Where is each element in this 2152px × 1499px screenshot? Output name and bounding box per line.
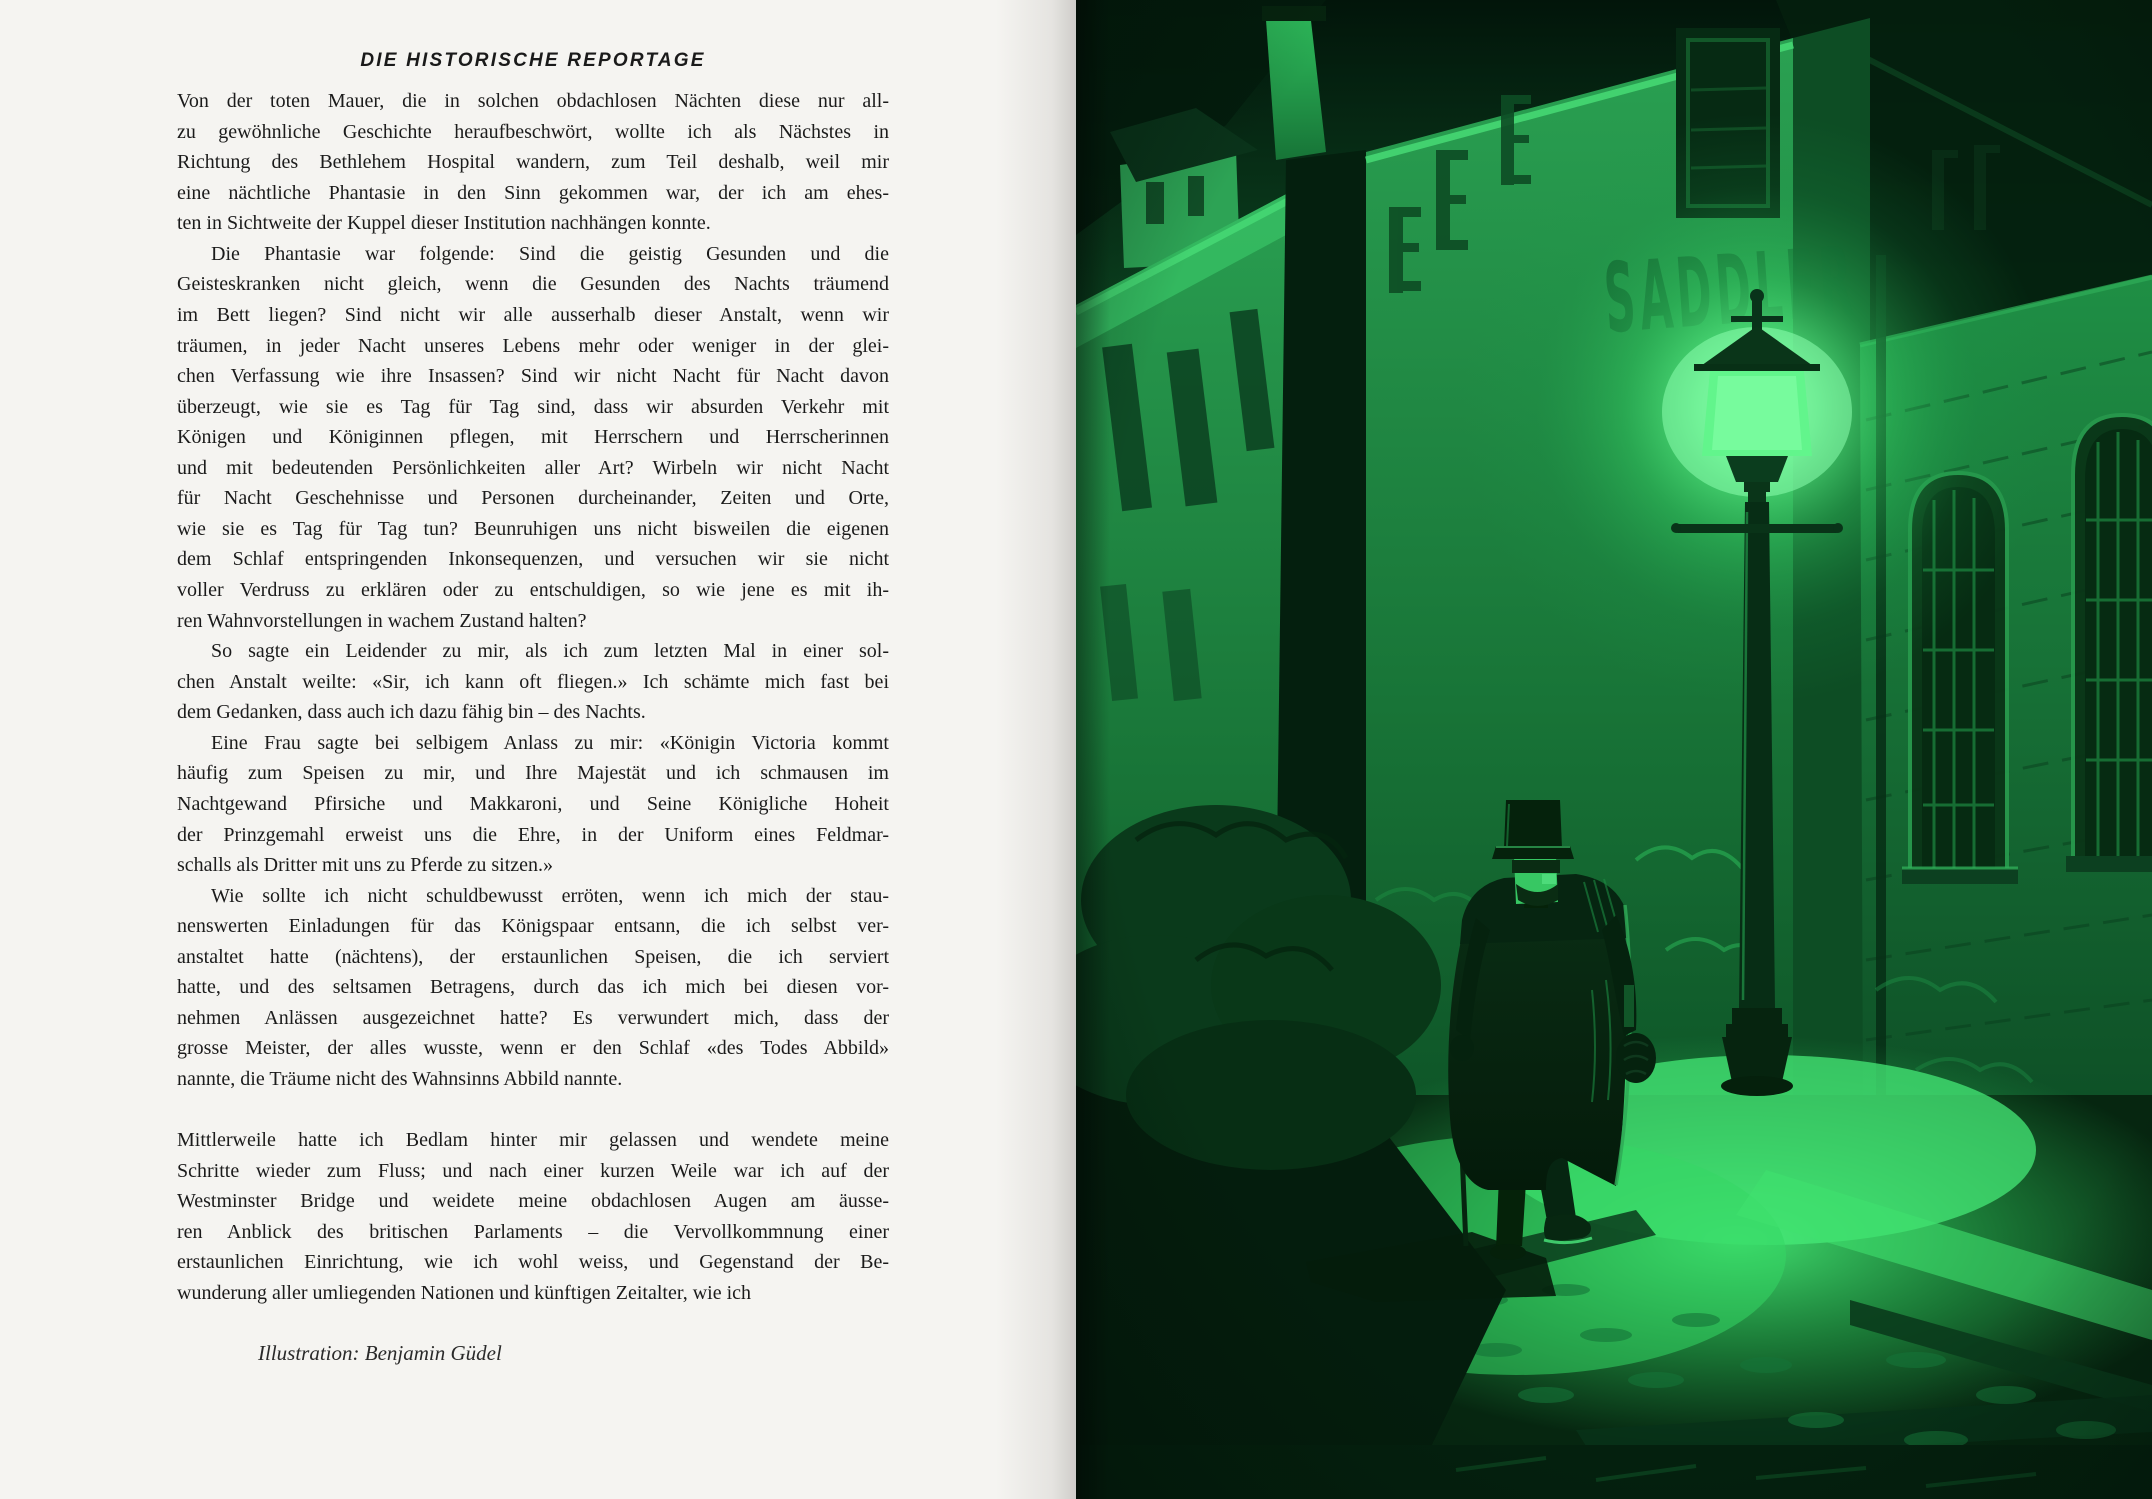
text-line: erstaunlichen Einrichtung, wie ich wohl weiss, und Gegenstand der Be- (177, 1251, 889, 1274)
text-line: träumen, in jeder Nacht unseres Lebens mehr oder weniger in der glei- (177, 334, 889, 357)
paragraph (177, 239, 889, 636)
text-line: schalls als Dritter mit uns zu Pferde zu sitzen.» (177, 854, 554, 877)
spine-shadow (1076, 0, 1110, 1499)
text-line: Die Phantasie war folgende: Sind die geistig Gesunden und die (211, 242, 889, 265)
text-line: ren Anblick des britischen Parlaments – die Vervollkommnung einer (177, 1220, 889, 1243)
text-line: chen Verfassung wie ihre Insassen? Sind wir nicht Nacht für Nacht davon (177, 365, 889, 388)
text-line: überzeugt, wie sie es Tag für Tag sind, dass wir absurden Verkehr mit (177, 395, 889, 418)
text-line: ren Wahnvorstellungen in wachem Zustand halten? (177, 609, 587, 632)
text-line: chen Anstalt weilte: «Sir, ich kann oft fliegen.» Ich schämte mich fast bei (177, 670, 889, 693)
text-line: eine nächtliche Phantasie in den Sinn gekommen war, der ich am ehes- (177, 181, 889, 204)
text-line: hatte, und des seltsamen Betragens, durch das ich mich bei diesen vor- (177, 976, 889, 999)
text-line: und mit bedeutenden Persönlichkeiten aller Art? Wirbeln wir nicht Nacht (177, 456, 889, 479)
text-line: Eine Frau sagte bei selbigem Anlass zu mir: «Königin Victoria kommt (211, 731, 889, 754)
text-line: voller Verdruss zu erklären oder zu entschuldigen, so wie jene es mit ih- (177, 579, 889, 601)
text-line: Königen und Königinnen pflegen, mit Herrschern und Herrscherinnen (177, 426, 889, 449)
paragraph (177, 881, 889, 1095)
night-street-illustration (1076, 0, 2152, 1499)
text-line: der Prinzgemahl erweist uns die Ehre, in der Uniform eines Feldmar- (177, 823, 889, 846)
paragraph (177, 86, 889, 239)
paragraph (177, 1125, 889, 1308)
text-line: grosse Meister, der alles wusste, wenn er den Schlaf «des Todes Abbild» (177, 1037, 889, 1060)
text-line: Westminster Bridge und weidete meine obdachlosen Augen am äusse- (177, 1190, 889, 1213)
body-text (177, 86, 889, 1309)
text-line: nenswerten Einladungen für das Königspaar entsann, die ich selbst ver- (177, 915, 889, 938)
text-line: Nachtgewand Pfirsiche und Makkaroni, und Seine Königliche Hoheit (177, 792, 889, 815)
illustration-credit: Illustration: Benjamin Güdel (258, 1341, 502, 1365)
text-line: häufig zum Speisen zu mir, und Ihre Majestät und ich schmausen im (177, 762, 889, 785)
illustration-page (1076, 0, 2152, 1499)
text-line: wie sie es Tag für Tag tun? Beunruhigen uns nicht bisweilen die eigenen (177, 517, 889, 540)
paragraph (177, 636, 889, 728)
gutter-shadow (996, 0, 1076, 1499)
text-line: im Bett liegen? Sind nicht wir alle ausserhalb dieser Anstalt, wenn wir (177, 303, 889, 326)
text-line: ten in Sichtweite der Kuppel dieser Institution nachhängen konnte. (177, 212, 711, 235)
text-line: Geisteskranken nicht gleich, wenn die Gesunden des Nachts träumend (177, 273, 889, 296)
text-line: Richtung des Bethlehem Hospital wandern, zum Teil deshalb, weil mir (177, 151, 889, 174)
text-line: Wie sollte ich nicht schuldbewusst erröten, wenn ich mich der stau- (211, 884, 889, 907)
text-line: dem Schlaf entspringenden Inkonsequenzen, und versuchen wir sie nicht (177, 548, 889, 571)
paragraph (177, 728, 889, 881)
text-line: So sagte ein Leidender zu mir, als ich zum letzten Mal in einer sol- (211, 640, 889, 663)
text-line: nehmen Anlässen ausgezeichnet hatte? Es verwundert mich, dass der (177, 1006, 889, 1029)
text-line: Schritte wieder zum Fluss; und nach einer kurzen Weile war ich auf der (177, 1159, 889, 1182)
text-line: Von der toten Mauer, die in solchen obdachlosen Nächten diese nur all- (177, 90, 889, 112)
vignette (1076, 0, 2152, 1499)
text-line: Mittlerweile hatte ich Bedlam hinter mir gelassen und wendete meine (177, 1129, 889, 1152)
text-line: für Nacht Geschehnisse und Personen durcheinander, Zeiten und Orte, (177, 487, 889, 510)
text-line: dem Gedanken, dass auch ich dazu fähig bin – des Nachts. (177, 701, 646, 724)
text-line: wunderung aller umliegenden Nationen und künftigen Zeitalter, wie ich (177, 1281, 752, 1304)
text-line: nannte, die Träume nicht des Wahnsinns Abbild nannte. (177, 1068, 623, 1090)
text-line: zu gewöhnliche Geschichte heraufbeschwört, wollte ich als Nächstes in (177, 120, 889, 143)
section-kicker: DIE HISTORISCHE REPORTAGE (360, 50, 706, 71)
text-line: anstaltet hatte (nächtens), der erstaunlichen Speisen, die ich serviert (177, 945, 889, 968)
